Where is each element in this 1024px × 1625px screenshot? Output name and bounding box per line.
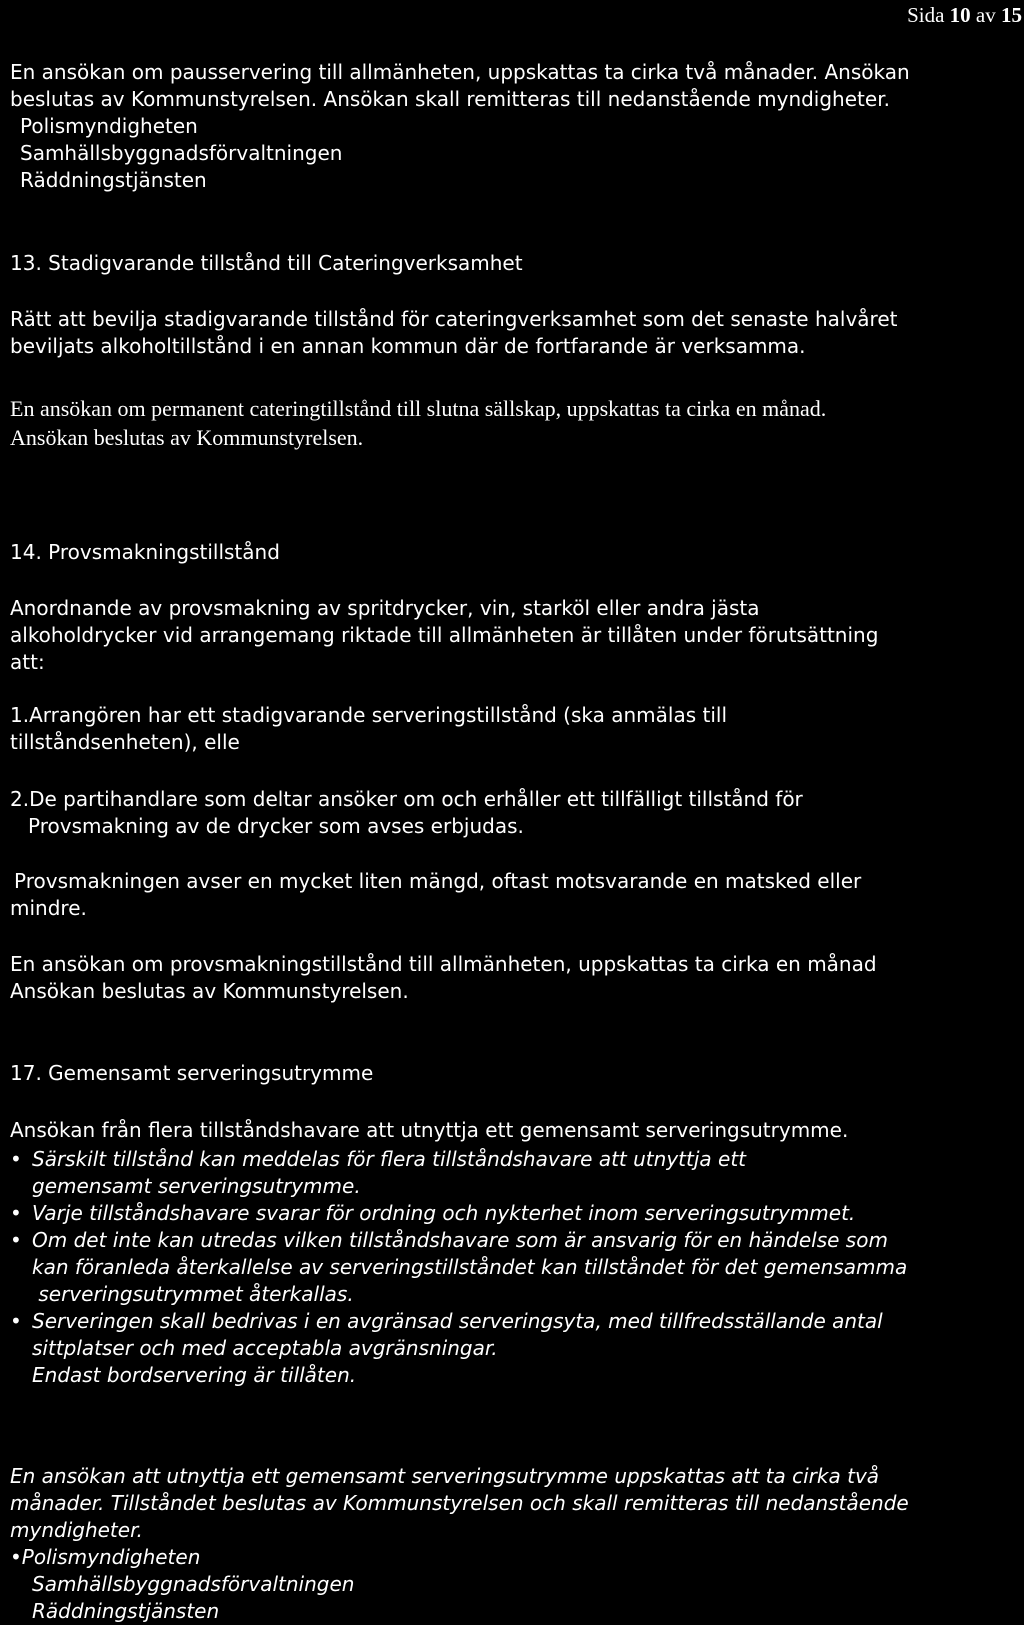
text-line: 2.De partihandlare som deltar ansöker om och erhåller ett tillfälligt tillstånd för <box>10 787 803 811</box>
text-line: Provsmakning av de drycker som avses erbjudas. <box>28 814 524 838</box>
section-14-paragraph <box>10 595 878 676</box>
text-line: myndigheter. <box>10 1518 143 1542</box>
text-line: Provsmakningen avser en mycket liten mängd, oftast motsvarande en matsked eller <box>14 869 862 893</box>
text-line: serveringsutrymmet återkallas. <box>32 1282 354 1306</box>
authority-item: Räddningstjänsten <box>20 168 207 192</box>
section-14-note <box>10 868 861 922</box>
authority-item: •Polismyndigheten <box>10 1545 201 1569</box>
bullet-marker: • <box>10 1228 22 1252</box>
bullet-marker: • <box>10 1201 22 1225</box>
page-label: Sida <box>907 3 945 27</box>
section-13-paragraph <box>10 306 897 360</box>
text-line: En ansökan om permanent cateringtillstånd till slutna sällskap, uppskattas ta cirka en månad. <box>10 396 827 421</box>
text-line: Ansökan beslutas av Kommunstyrelsen. <box>10 425 364 450</box>
text-line: att: <box>10 650 45 674</box>
section-14-closing <box>10 951 877 1005</box>
text-line: Rätt att bevilja stadigvarande tillstånd för cateringverksamhet som det senaste halvåret <box>10 307 898 331</box>
page-total: 15 <box>1001 3 1022 27</box>
section-17-closing <box>10 1463 909 1625</box>
intro-line: beslutas av Kommunstyrelsen. Ansökan skall remitteras till nedanstående myndigheter. <box>10 87 890 111</box>
text-line: månader. Tillståndet beslutas av Kommunstyrelsen och skall remitteras till nedanstående <box>10 1491 909 1515</box>
text-line: beviljats alkoholtillstånd i en annan kommun där de fortfarande är verksamma. <box>10 334 806 358</box>
intro-paragraph <box>10 59 910 194</box>
text-line: Varje tillståndshavare svarar för ordning och nykterhet inom serveringsutrymmet. <box>32 1201 856 1225</box>
text-line: Om det inte kan utredas vilken tillståndshavare som är ansvarig för en händelse som <box>32 1228 888 1252</box>
text-line: En ansökan om provsmakningstillstånd till allmänheten, uppskattas ta cirka en månad <box>10 952 877 976</box>
authority-item: Samhällsbyggnadsförvaltningen <box>32 1572 355 1596</box>
authority-item: Räddningstjänsten <box>32 1599 220 1623</box>
condition-item-2 <box>10 786 803 840</box>
bullet-item <box>10 1146 1015 1200</box>
page-current: 10 <box>949 3 971 27</box>
bullet-marker: • <box>10 1147 22 1171</box>
bullet-marker: • <box>10 1309 22 1333</box>
text-line: Endast bordservering är tillåten. <box>32 1363 357 1387</box>
text-line: Serveringen skall bedrivas i en avgränsad serveringsyta, med tillfredsställande antal <box>32 1309 883 1333</box>
section-13-paragraph-serif <box>10 394 826 452</box>
text-line: tillståndsenheten), elle <box>10 730 240 754</box>
page-number <box>907 2 1022 28</box>
text-line: 1.Arrangören har ett stadigvarande serveringstillstånd (ska anmälas till <box>10 703 728 727</box>
text-line: mindre. <box>10 896 87 920</box>
text-line: En ansökan att utnyttja ett gemensamt serveringsutrymme uppskattas att ta cirka två <box>10 1464 880 1488</box>
condition-item-1 <box>10 702 727 756</box>
text-line: alkoholdrycker vid arrangemang riktade till allmänheten är tillåten under förutsättning <box>10 623 879 647</box>
text-line: Anordnande av provsmakning av spritdrycker, vin, starköl eller andra jästa <box>10 596 760 620</box>
intro-line: En ansökan om pausservering till allmänheten, uppskattas ta cirka två månader. Ansökan <box>10 60 910 84</box>
page-separator: av <box>975 3 996 27</box>
text-line: Särskilt tillstånd kan meddelas för flera tillståndshavare att utnyttja ett <box>32 1147 747 1171</box>
text-line: Ansökan beslutas av Kommunstyrelsen. <box>10 979 409 1003</box>
section-13-heading: 13. Stadigvarande tillstånd till Cateringverksamhet <box>10 251 523 275</box>
text-line: kan föranleda återkallelse av serveringstillståndet kan tillståndet för det gemensamma <box>32 1255 908 1279</box>
section-17-intro: Ansökan från flera tillståndshavare att utnyttja ett gemensamt serveringsutrymme. <box>10 1118 849 1142</box>
text-line: sittplatser och med acceptabla avgränsningar. <box>32 1336 498 1360</box>
authority-item: Polismyndigheten <box>20 114 198 138</box>
authority-item: Samhällsbyggnadsförvaltningen <box>20 141 343 165</box>
bullet-item <box>10 1227 1015 1308</box>
section-17-bullet-list <box>10 1146 1015 1389</box>
section-14-heading: 14. Provsmakningstillstånd <box>10 540 280 564</box>
text-line: gemensamt serveringsutrymme. <box>32 1174 361 1198</box>
section-17-heading: 17. Gemensamt serveringsutrymme <box>10 1061 374 1085</box>
bullet-item <box>10 1200 1015 1227</box>
bullet-item <box>10 1308 1015 1389</box>
